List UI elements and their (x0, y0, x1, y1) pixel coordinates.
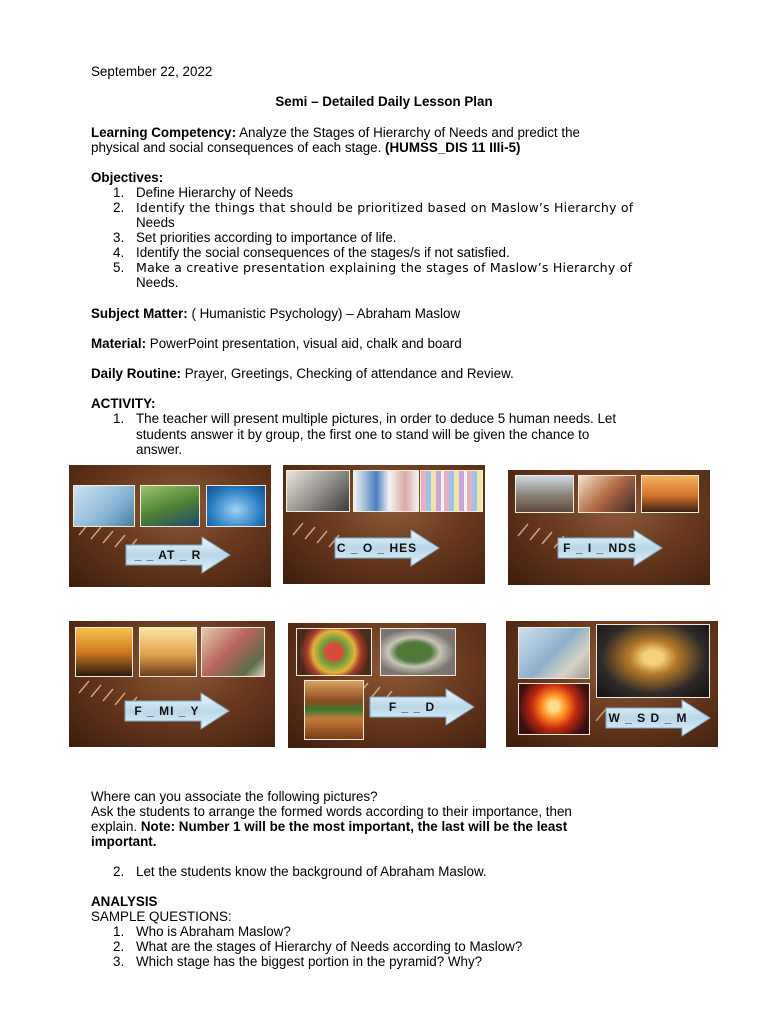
activity-text: Let the students know the background of Abraham Maslow. (136, 864, 487, 879)
material (91, 336, 462, 351)
photo-clothes-rack (420, 470, 483, 512)
competency-code: (HUMSS_DIS 11 IIIi-5) (385, 140, 521, 155)
puzzle-word: F _ MI _ Y (134, 704, 200, 718)
question-text: Who is Abraham Maslow? (136, 924, 291, 939)
association-question: Where can you associate the following pictures? (91, 789, 378, 804)
page-title: Semi – Detailed Daily Lesson Plan (275, 94, 493, 109)
subject-matter (91, 306, 460, 321)
objective-text: Set priorities according to importance of life. (136, 230, 397, 245)
question-number: 2. (113, 939, 125, 954)
note-text-2: important. (91, 834, 157, 849)
activity-text: students answer it by group, the first one to stand will be given the chance to (136, 427, 590, 442)
photo-water-drop (206, 485, 266, 527)
objective-number: 1. (113, 185, 125, 200)
puzzle-word: F _ I _ NDS (563, 541, 637, 555)
photo-dresses (353, 470, 419, 512)
objective-number: 4. (113, 245, 125, 260)
arrange-instruction: Ask the students to arrange the formed words according to their importance, then (91, 804, 572, 819)
photo-brain-light (518, 683, 590, 735)
photo-drinking-water (73, 485, 135, 527)
objective-number: 3. (113, 230, 125, 245)
photo-family-holding-hands (139, 627, 197, 677)
objective-text: Needs. (136, 275, 179, 290)
photo-broccoli-dish (380, 628, 456, 676)
objective-text: Identify the things that should be prioritized based on Maslow’s Hierarchy of (136, 200, 634, 215)
puzzle-panel-family (69, 621, 275, 747)
objective-number: 2. (113, 200, 125, 215)
question-text: What are the stages of Hierarchy of Needs according to Maslow? (136, 939, 523, 954)
competency-text: Analyze the Stages of Hierarchy of Needs and predict the (236, 125, 580, 140)
photo-waterfall (140, 485, 200, 527)
puzzle-word: W _ S D _ M (608, 711, 688, 725)
photo-family-silhouette (75, 627, 133, 677)
subject-label: Subject Matter: (91, 306, 188, 321)
competency-line-1 (91, 125, 580, 140)
objective-text: Define Hierarchy of Needs (136, 185, 294, 200)
objectives-heading: Objectives: (91, 170, 164, 185)
routine-label: Daily Routine: (91, 366, 182, 381)
activity-text: The teacher will present multiple pictures, in order to deduce 5 human needs. Let (136, 411, 617, 426)
activity-text: answer. (136, 442, 183, 457)
date: September 22, 2022 (91, 64, 213, 79)
objective-text: Identify the social consequences of the stages/s if not satisfied. (136, 245, 510, 260)
puzzle-word: C _ O _ HES (336, 541, 418, 555)
photo-burger (304, 680, 364, 740)
puzzle-panel-water (69, 465, 271, 587)
material-label: Material: (91, 336, 147, 351)
subject-text: ( Humanistic Psychology) – Abraham Maslow (187, 306, 461, 321)
analysis-heading: ANALYSIS (91, 894, 158, 909)
photo-folded-clothes (286, 470, 350, 512)
puzzle-word: F _ _ D (388, 700, 436, 714)
question-text: Which stage has the biggest portion in the pyramid? Why? (136, 954, 483, 969)
objective-text: Make a creative presentation explaining the stages of Maslow’s Hierarchy of (136, 260, 633, 275)
explain-text: explain. (91, 819, 141, 834)
objective-number: 5. (113, 260, 125, 275)
note-text: Note: Number 1 will be the most important, the last will be the least (140, 819, 568, 834)
competency-text-2: physical and social consequences of each stage. (91, 140, 386, 155)
photo-friends-sunset (641, 475, 699, 513)
activity-number: 2. (113, 864, 125, 879)
photo-friends-beach (515, 475, 574, 513)
sample-questions-heading: SAMPLE QUESTIONS: (91, 909, 232, 924)
puzzle-panel-wisdom (506, 621, 718, 747)
routine-text: Prayer, Greetings, Checking of attendance and Review. (181, 366, 514, 381)
photo-philosopher-statue (518, 627, 590, 679)
activity-heading: ACTIVITY: (91, 396, 156, 411)
competency-label: Learning Competency: (91, 125, 237, 140)
activity-number: 1. (113, 411, 125, 426)
question-number: 1. (113, 924, 125, 939)
arrange-instruction-2 (91, 819, 567, 834)
puzzle-word: _ _ AT _ R (134, 548, 202, 562)
daily-routine (91, 366, 514, 381)
photo-glowing-book (596, 624, 710, 698)
material-text: PowerPoint presentation, visual aid, chalk and board (146, 336, 462, 351)
question-number: 3. (113, 954, 125, 969)
puzzle-panel-food (288, 623, 486, 748)
puzzle-panel-clothes (283, 465, 485, 584)
photo-heart-vegetables (296, 628, 372, 676)
photo-family-gathering (201, 627, 265, 677)
competency-line-2 (91, 140, 520, 155)
objective-text: Needs (136, 215, 175, 230)
photo-friends-smiling (578, 475, 636, 513)
puzzle-panel-friends (508, 470, 710, 585)
